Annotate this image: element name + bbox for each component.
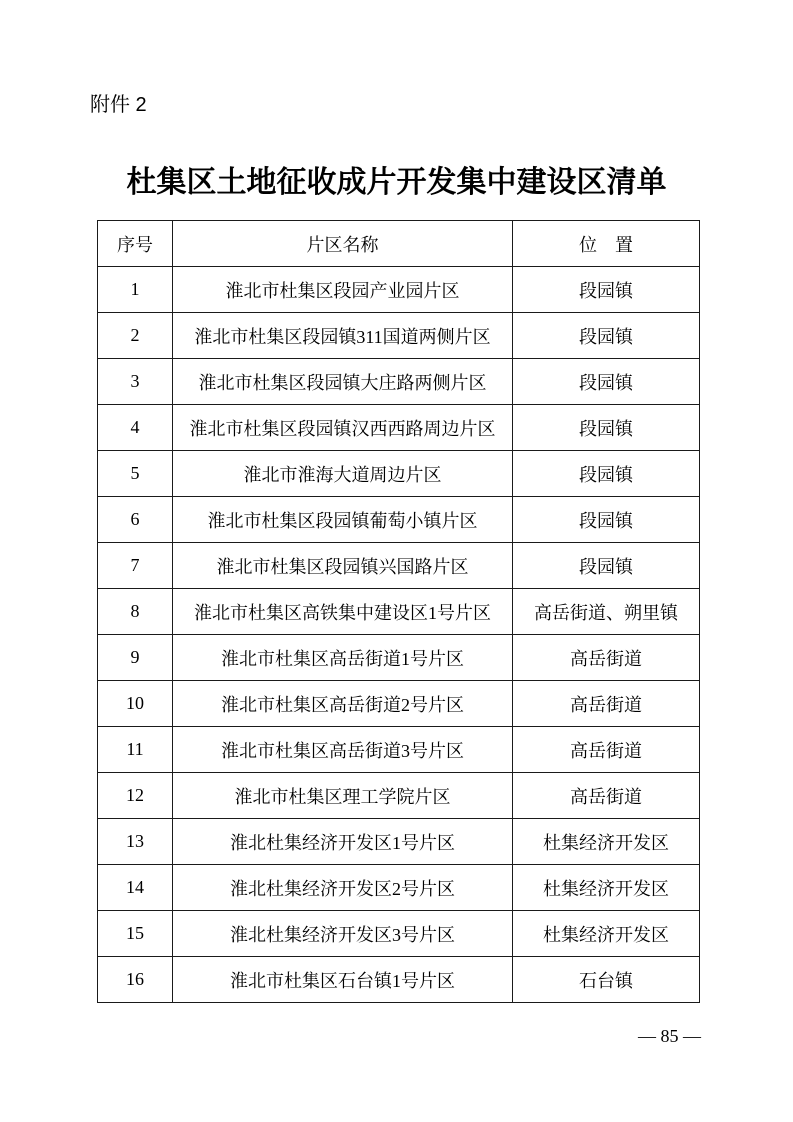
cell-no: 15 <box>98 911 173 957</box>
cell-name: 淮北市杜集区段园镇311国道两侧片区 <box>173 313 513 359</box>
table-row <box>98 497 700 543</box>
cell-no: 16 <box>98 957 173 1003</box>
cell-no: 7 <box>98 543 173 589</box>
page-title: 杜集区土地征收成片开发集中建设区清单 <box>126 166 667 199</box>
cell-no: 9 <box>98 635 173 681</box>
cell-no: 13 <box>98 819 173 865</box>
cell-no: 8 <box>98 589 173 635</box>
table-body <box>98 267 700 1003</box>
cell-location: 杜集经济开发区 <box>513 865 700 911</box>
table-row <box>98 727 700 773</box>
table-row <box>98 589 700 635</box>
cell-location: 段园镇 <box>513 405 700 451</box>
cell-no: 4 <box>98 405 173 451</box>
cell-name: 淮北市杜集区段园镇兴国路片区 <box>173 543 513 589</box>
cell-no: 11 <box>98 727 173 773</box>
table-header-row <box>98 221 700 267</box>
cell-location: 段园镇 <box>513 451 700 497</box>
cell-name: 淮北市杜集区段园镇葡萄小镇片区 <box>173 497 513 543</box>
cell-location: 杜集经济开发区 <box>513 819 700 865</box>
column-header-no: 序号 <box>98 221 173 267</box>
cell-location: 段园镇 <box>513 359 700 405</box>
attachment-label: 附件 2 <box>90 94 147 116</box>
cell-name: 淮北市杜集区理工学院片区 <box>173 773 513 819</box>
cell-name: 淮北杜集经济开发区1号片区 <box>173 819 513 865</box>
cell-name: 淮北市杜集区高岳街道2号片区 <box>173 681 513 727</box>
table-row <box>98 865 700 911</box>
table-row <box>98 451 700 497</box>
cell-name: 淮北市杜集区段园产业园片区 <box>173 267 513 313</box>
table-row <box>98 267 700 313</box>
cell-no: 12 <box>98 773 173 819</box>
table-row <box>98 819 700 865</box>
cell-name: 淮北杜集经济开发区2号片区 <box>173 865 513 911</box>
cell-name: 淮北市杜集区高岳街道1号片区 <box>173 635 513 681</box>
cell-location: 高岳街道 <box>513 635 700 681</box>
cell-no: 2 <box>98 313 173 359</box>
table-row <box>98 957 700 1003</box>
cell-location: 段园镇 <box>513 497 700 543</box>
page-number: — 85 — <box>638 1026 701 1046</box>
cell-location: 段园镇 <box>513 543 700 589</box>
table-row <box>98 405 700 451</box>
cell-location: 杜集经济开发区 <box>513 911 700 957</box>
table-row <box>98 773 700 819</box>
cell-name: 淮北市杜集区高铁集中建设区1号片区 <box>173 589 513 635</box>
cell-name: 淮北市杜集区段园镇大庄路两侧片区 <box>173 359 513 405</box>
cell-location: 石台镇 <box>513 957 700 1003</box>
cell-no: 14 <box>98 865 173 911</box>
cell-name: 淮北市杜集区石台镇1号片区 <box>173 957 513 1003</box>
cell-location: 高岳街道 <box>513 681 700 727</box>
table-row <box>98 911 700 957</box>
cell-no: 3 <box>98 359 173 405</box>
cell-location: 段园镇 <box>513 313 700 359</box>
cell-name: 淮北市杜集区段园镇汉西西路周边片区 <box>173 405 513 451</box>
cell-name: 淮北市淮海大道周边片区 <box>173 451 513 497</box>
cell-no: 5 <box>98 451 173 497</box>
cell-location: 高岳街道、朔里镇 <box>513 589 700 635</box>
cell-location: 段园镇 <box>513 267 700 313</box>
table-row <box>98 681 700 727</box>
cell-location: 高岳街道 <box>513 773 700 819</box>
column-header-location: 位 置 <box>513 221 700 267</box>
table-row <box>98 635 700 681</box>
table-row <box>98 313 700 359</box>
cell-name: 淮北杜集经济开发区3号片区 <box>173 911 513 957</box>
cell-no: 1 <box>98 267 173 313</box>
cell-no: 10 <box>98 681 173 727</box>
column-header-name: 片区名称 <box>173 221 513 267</box>
table-row <box>98 543 700 589</box>
construction-zone-table <box>97 220 700 1003</box>
cell-no: 6 <box>98 497 173 543</box>
cell-location: 高岳街道 <box>513 727 700 773</box>
cell-name: 淮北市杜集区高岳街道3号片区 <box>173 727 513 773</box>
table-row <box>98 359 700 405</box>
